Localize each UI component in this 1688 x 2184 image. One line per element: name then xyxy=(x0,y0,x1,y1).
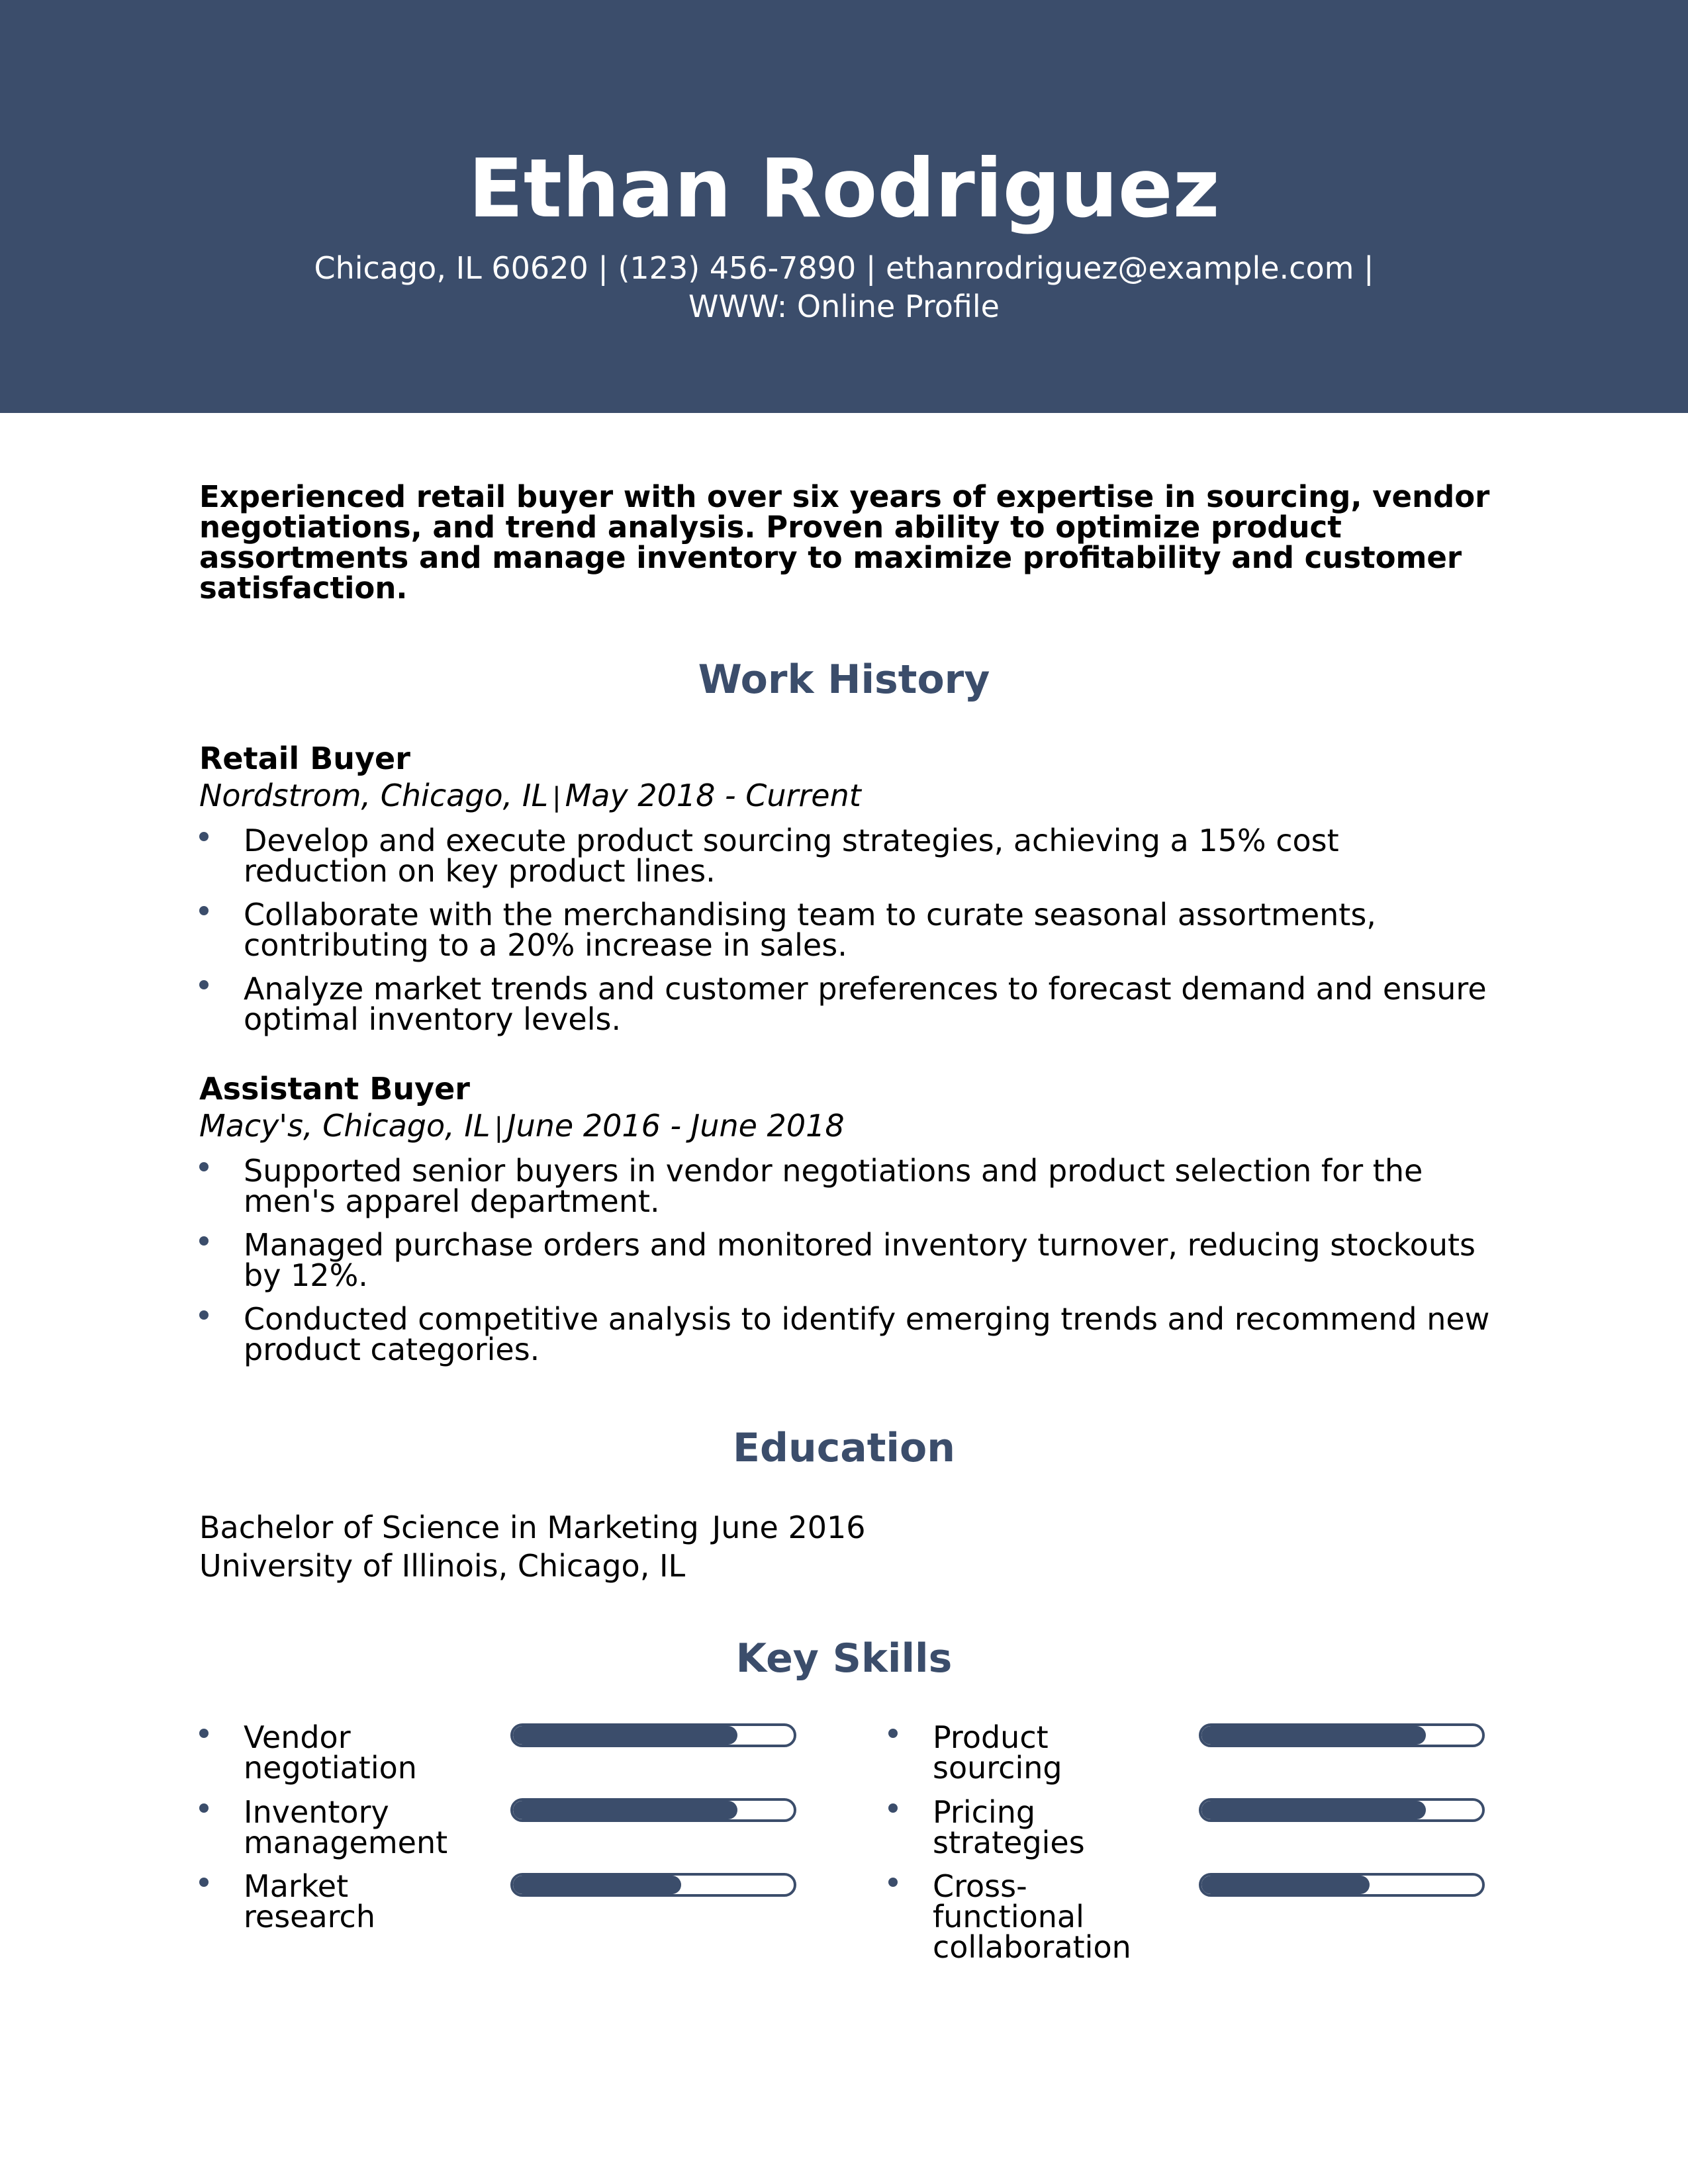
job-dates: June 2016 - June 2018 xyxy=(507,1108,845,1144)
list-item: Develop and execute product sourcing strategies, achieving a 15% cost reduction on key product lines. xyxy=(199,825,1490,886)
list-item: Managed purchase orders and monitored inventory turnover, reducing stockouts by 12%. xyxy=(199,1230,1490,1291)
bullet-icon xyxy=(199,1162,209,1171)
job-entry xyxy=(199,1070,1490,1378)
list-item: Collaborate with the merchandising team to curate seasonal assortments, contributing to a 20% increase in sales. xyxy=(199,899,1490,960)
job-company: Macy's, Chicago, IL xyxy=(199,1108,491,1144)
education-degree-line xyxy=(199,1508,1490,1547)
skill-level-fill xyxy=(1201,1876,1370,1894)
bullet-icon xyxy=(199,1236,209,1246)
skill-name: Vendor negotiation xyxy=(244,1719,417,1786)
skill-level-bar xyxy=(1199,1873,1485,1897)
skill-name: Inventory management xyxy=(244,1794,448,1860)
professional-summary: Experienced retail buyer with over six years of expertise in sourcing, vendor negotiations, and trend analysis. Proven ability to optimize product assortments and manage inventory to maximize profitability and customer satisfaction. xyxy=(199,479,1490,606)
job-dates: May 2018 - Current xyxy=(565,778,861,813)
list-item: Conducted competitive analysis to identify emerging trends and recommend new product categories. xyxy=(199,1304,1490,1365)
job-bullets xyxy=(199,1153,1490,1367)
skill-level-bar xyxy=(1199,1723,1485,1747)
skill-level-fill xyxy=(513,1801,737,1819)
skill-name: Market research xyxy=(244,1868,376,1934)
job-company: Nordstrom, Chicago, IL xyxy=(199,778,549,813)
education-degree: Bachelor of Science in Marketing xyxy=(199,1510,699,1545)
skill-level-bar xyxy=(510,1723,796,1747)
skill-level-bar xyxy=(1199,1798,1485,1822)
bullet-icon xyxy=(888,1878,898,1887)
skill-level-fill xyxy=(513,1876,681,1894)
bullet-icon xyxy=(199,1729,209,1738)
skill-level-fill xyxy=(1201,1726,1426,1745)
bullet-icon xyxy=(199,980,209,989)
section-title-key-skills: Key Skills xyxy=(735,1635,953,1682)
education-date: June 2016 xyxy=(712,1510,866,1545)
job-separator: | xyxy=(494,1113,504,1143)
job-title: Assistant Buyer xyxy=(199,1071,470,1107)
job-meta xyxy=(199,777,1490,816)
bullet-icon xyxy=(888,1803,898,1813)
bullet-icon xyxy=(199,1803,209,1813)
section-title-education: Education xyxy=(733,1425,955,1471)
bullet-icon xyxy=(199,832,209,841)
contact-line-2: WWW: Online Profile xyxy=(688,289,1000,324)
skill-name: Pricing strategies xyxy=(933,1794,1085,1860)
skill-name: Cross-functional collaboration xyxy=(933,1868,1131,1965)
list-item: Analyze market trends and customer preferences to forecast demand and ensure optimal inventory levels. xyxy=(199,974,1490,1034)
skill-level-bar xyxy=(510,1798,796,1822)
job-title: Retail Buyer xyxy=(199,741,410,776)
education-entry xyxy=(199,1508,1490,1585)
candidate-name: Ethan Rodriguez xyxy=(468,142,1220,236)
job-separator: | xyxy=(552,782,561,813)
bullet-icon xyxy=(888,1729,898,1738)
contact-line-1: Chicago, IL 60620 | (123) 456-7890 | ethanrodriguez@example.com | xyxy=(314,250,1374,286)
list-item: Supported senior buyers in vendor negotiations and product selection for the men's apparel department. xyxy=(199,1156,1490,1216)
bullet-icon xyxy=(199,906,209,915)
skill-level-bar xyxy=(510,1873,796,1897)
skill-name: Product sourcing xyxy=(933,1719,1062,1786)
education-school: University of Illinois, Chicago, IL xyxy=(199,1548,686,1584)
bullet-icon xyxy=(199,1878,209,1887)
job-bullets xyxy=(199,823,1490,1037)
section-title-work-history: Work History xyxy=(698,657,990,703)
contact-info xyxy=(265,249,1423,326)
job-meta xyxy=(199,1107,1490,1146)
header-banner xyxy=(0,0,1688,413)
skill-level-fill xyxy=(513,1726,737,1745)
skill-level-fill xyxy=(1201,1801,1426,1819)
bullet-icon xyxy=(199,1310,209,1320)
job-entry xyxy=(199,740,1490,1048)
